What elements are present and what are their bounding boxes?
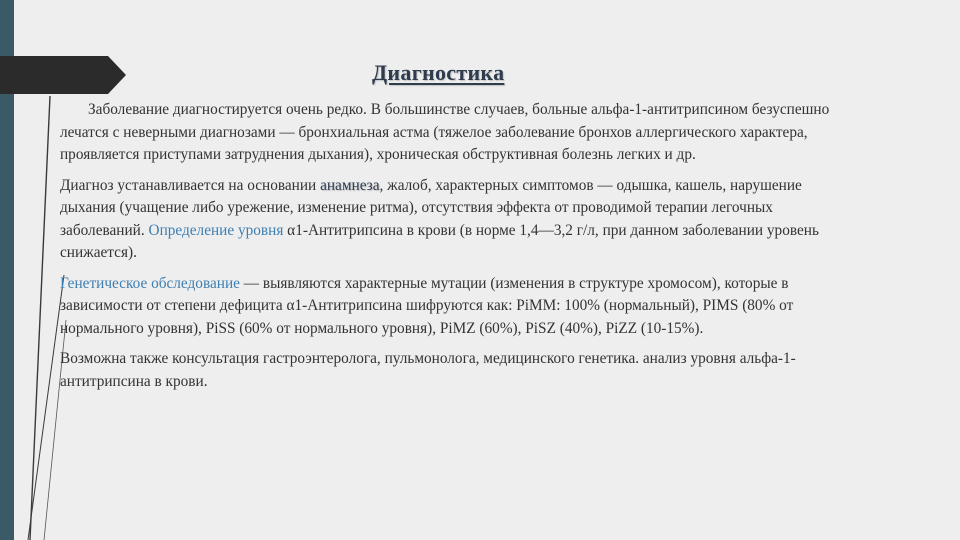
- paragraph-diagnosis-text-a: Диагноз устанавливается на основании: [60, 176, 321, 194]
- paragraph-intro: [60, 99, 850, 167]
- paragraph-diagnosis-text-b: , жалоб, характерных симптомов — одышка, кашель, нарушение дыхания (учащение либо урежение, изменение ритма), отсутствия эффекта от проводимой терапии легочных заболеваний.: [60, 176, 802, 239]
- paragraph-consultation-text: Возможна также консультация гастроэнтеролога, пульмонолога, медицинского генетика. анализ уровня альфа-1-антитрипсина в крови.: [60, 350, 796, 390]
- slide-content: [60, 99, 850, 401]
- level-determination-link[interactable]: Определение уровня: [148, 221, 284, 239]
- paragraph-diagnosis: [60, 175, 850, 265]
- paragraph-genetic-text: — выявляются характерные мутации (изменения в структуре хромосом), которые в зависимости от степени дефицита α1-Антитрипсина шифруются как: PiMM: 100% (нормальный), PIMS (80% от нормального уровня), PiSS (60% от нормального уровня), PiMZ (60%), PiSZ (40%), PiZZ (10-15%).: [60, 274, 794, 337]
- slide-title: Диагностика: [372, 60, 505, 85]
- paragraph-diagnosis-text-c: α1-Антитрипсина в крови (в норме 1,4—3,2 г/л, при данном заболевании уровень снижается).: [60, 221, 819, 261]
- paragraph-intro-text: Заболевание диагностируется очень редко. В большинстве случаев, больные альфа-1-антитрипсином безуспешно лечатся с неверными диагнозами — бронхиальная астма (тяжелое заболевание бронхов аллергического характера, проявляется приступами затруднения дыхания), хроническая обструктивная болезнь легких и др.: [60, 101, 830, 163]
- paragraph-consultation: [60, 348, 850, 393]
- anamnesis-link[interactable]: анамнеза: [320, 176, 380, 194]
- paragraph-genetic: [60, 273, 850, 341]
- genetic-testing-link[interactable]: Генетическое обследование: [60, 274, 240, 292]
